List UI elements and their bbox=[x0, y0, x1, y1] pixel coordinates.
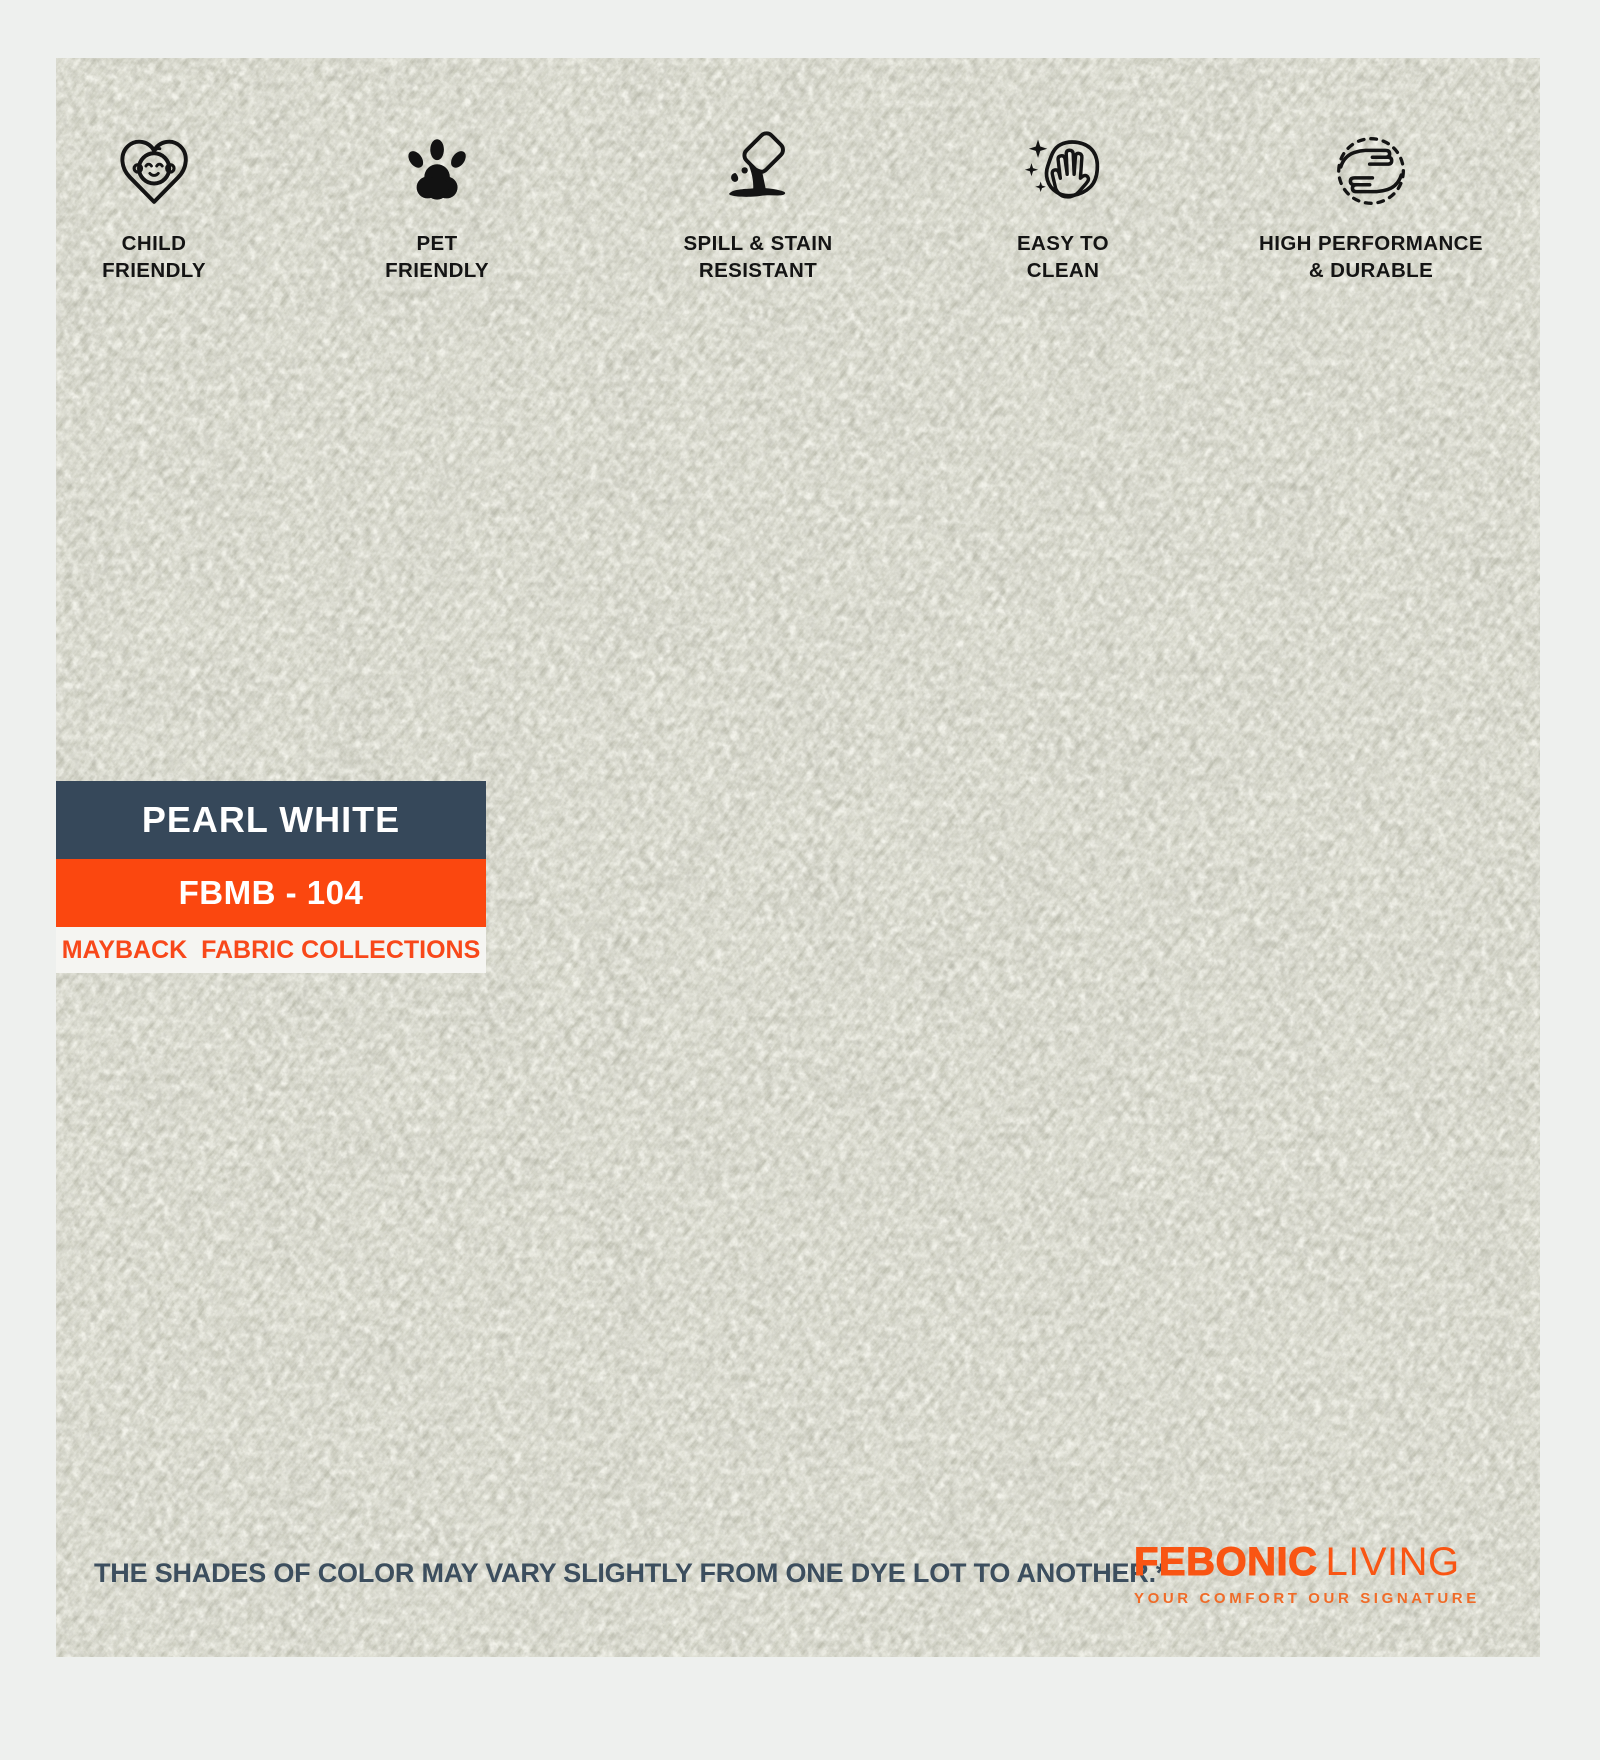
spill-stain-icon bbox=[683, 120, 832, 222]
brand-name-bold: FEBONIC bbox=[1134, 1540, 1318, 1584]
feature-label-child-friendly: CHILD FRIENDLY bbox=[102, 232, 206, 282]
collection-band bbox=[56, 927, 486, 973]
brand-tagline: YOUR COMFORT OUR SIGNATURE bbox=[1134, 1590, 1480, 1607]
brand-name-light: LIVING bbox=[1325, 1540, 1460, 1584]
pet-friendly-icon bbox=[385, 120, 489, 222]
feature-label-easy-clean: EASY TO CLEAN bbox=[1016, 232, 1110, 282]
sku-band bbox=[56, 859, 486, 927]
feature-pet-friendly bbox=[385, 120, 489, 284]
feature-label-durable: HIGH PERFORMANCE & DURABLE bbox=[1259, 232, 1483, 282]
easy-clean-icon bbox=[1017, 120, 1109, 222]
disclaimer-text: THE SHADES OF COLOR MAY VARY SLIGHTLY FROM ONE DYE LOT TO ANOTHER.* bbox=[94, 1558, 1167, 1588]
sku-text: FBMB - 104 bbox=[178, 874, 364, 911]
swatch-label-block bbox=[56, 781, 486, 973]
brand-name bbox=[1134, 1540, 1480, 1585]
feature-spill-stain bbox=[683, 120, 832, 284]
feature-label-spill-stain: SPILL & STAIN RESISTANT bbox=[683, 232, 833, 282]
feature-easy-clean bbox=[1017, 120, 1109, 284]
collection-text: MAYBACK FABRIC COLLECTIONS bbox=[61, 935, 481, 964]
brand-logo bbox=[1134, 1540, 1480, 1607]
child-friendly-icon bbox=[102, 120, 206, 222]
feature-child-friendly bbox=[102, 120, 206, 284]
feature-label-pet-friendly: PET FRIENDLY bbox=[385, 232, 489, 282]
fabric-swatch-photo bbox=[56, 58, 1540, 1657]
durable-hands-icon bbox=[1259, 120, 1483, 222]
color-name-text: PEARL WHITE bbox=[141, 799, 401, 840]
feature-durable bbox=[1259, 120, 1483, 284]
color-name-band bbox=[56, 781, 486, 859]
